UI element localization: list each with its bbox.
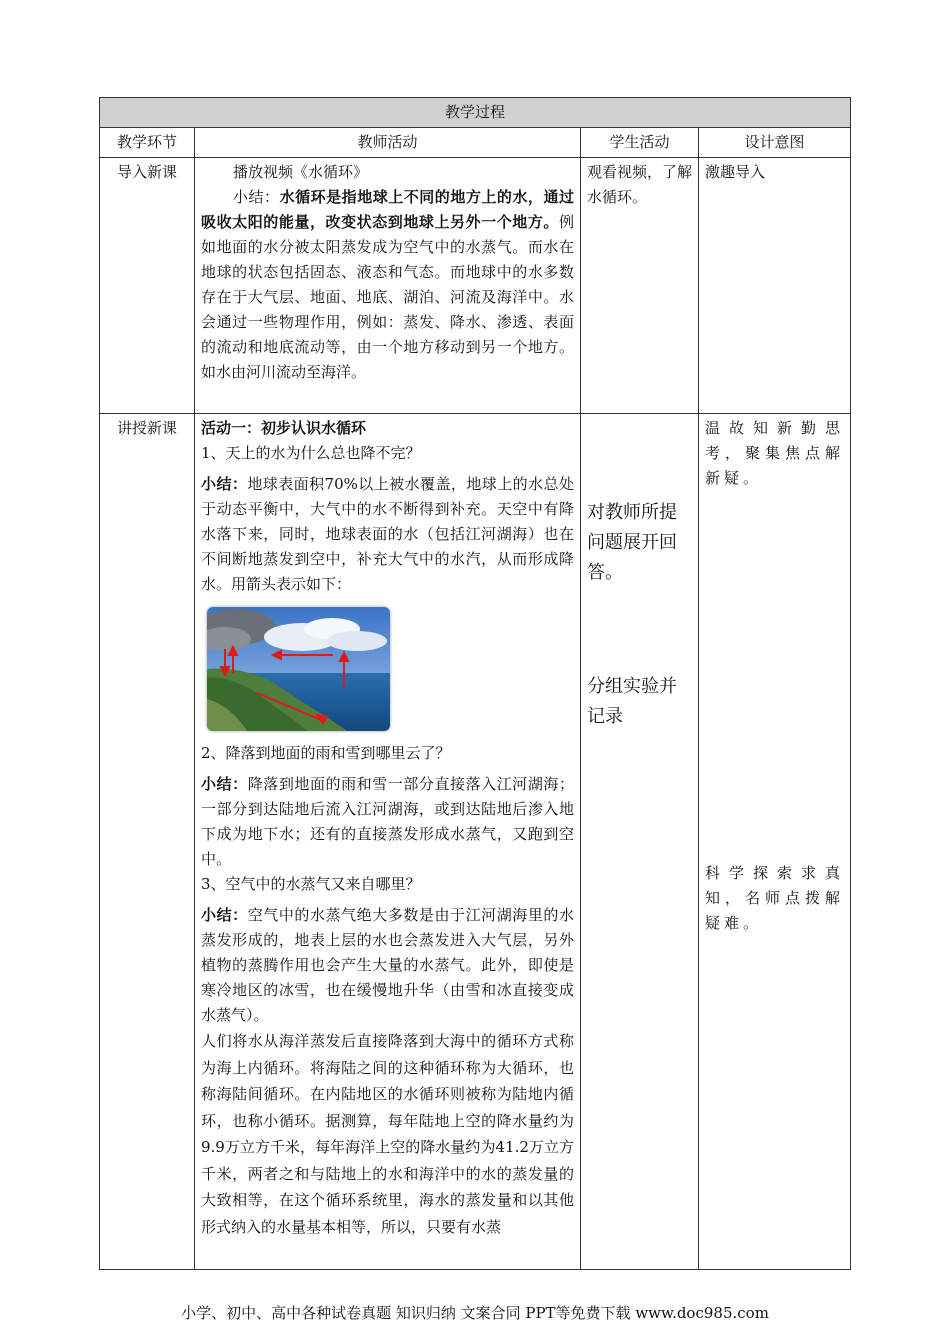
table-row bbox=[100, 158, 851, 414]
summary-label: 小结： bbox=[233, 188, 280, 206]
design-intent-2: 科学探索求真知，名师点拨解疑难。 bbox=[705, 864, 845, 932]
table-row bbox=[100, 414, 851, 1270]
stage-cell: 讲授新课 bbox=[100, 414, 195, 1270]
summary-paragraph bbox=[201, 185, 574, 385]
summary-1 bbox=[201, 472, 574, 597]
header-teacher: 教师活动 bbox=[195, 128, 581, 158]
question-1: 1、天上的水为什么总也降不完？ bbox=[201, 444, 421, 462]
summary-text: 例如地面的水分被太阳蒸发成为空气中的水蒸气。而水在地球的状态包括固态、液态和气态。而地球中的水多数存在于大气层、地面、地底、湖泊、河流及海洋中。水会通过一些物理作用，例如：蒸发、降水、渗透、表面的流动和地底流动等，由一个地方移动到另一个地方。如水由河川流动至海洋。 bbox=[201, 213, 574, 381]
table-title: 教学过程 bbox=[100, 98, 851, 128]
design-intent-1: 温故知新勤思考，聚集焦点解新疑。 bbox=[705, 419, 845, 487]
summary-label: 小结： bbox=[201, 906, 248, 924]
summary-label: 小结： bbox=[201, 475, 248, 493]
summary-3 bbox=[201, 903, 574, 1028]
student-activity-cell: 观看视频，了解水循环。 bbox=[581, 158, 699, 414]
summary-text: 地球表面积70%以上被水覆盖，地球上的水总处于动态平衡中，大气中的水不断得到补充。天空中有降水落下来，同时，地球表面的水（包括江河湖海）也在不间断地蒸发到空中，补充大气中的水汽，从而形成降水。用箭头表示如下： bbox=[201, 475, 574, 593]
intro-text: 播放视频《水循环》 bbox=[233, 163, 369, 181]
stage-cell: 导入新课 bbox=[100, 158, 195, 414]
header-stage: 教学环节 bbox=[100, 128, 195, 158]
footer-text: 小学、初中、高中各种试卷真题 知识归纳 文案合同 PPT等免费下载 www.doc985.com bbox=[181, 1304, 769, 1322]
header-student: 学生活动 bbox=[581, 128, 699, 158]
summary-bold: 水循环是指地球上不同的地方上的水，通过吸收太阳的能量，改变状态到地球上另外一个地方。 bbox=[201, 188, 574, 231]
water-cycle-image bbox=[207, 607, 390, 731]
summary-label: 小结： bbox=[201, 775, 248, 793]
question-2: 2、降落到地面的雨和雪到哪里云了？ bbox=[201, 744, 451, 762]
teacher-activity-cell bbox=[195, 158, 581, 414]
summary-2 bbox=[201, 772, 574, 872]
lesson-process-table bbox=[99, 97, 851, 1270]
header-design: 设计意图 bbox=[699, 128, 851, 158]
teacher-activity-cell bbox=[195, 414, 581, 1270]
student-activity-cell bbox=[581, 414, 699, 1270]
activity-title: 活动一：初步认识水循环 bbox=[201, 419, 367, 437]
student-experiment: 分组实验并记录 bbox=[587, 676, 677, 727]
question-3: 3、空气中的水蒸气又来自哪里？ bbox=[201, 875, 421, 893]
summary-text: 降落到地面的雨和雪一部分直接落入江河湖海；一部分到达陆地后流入江河湖海，或到达陆地后渗入地下成为地下水；还有的直接蒸发形成水蒸气，又跑到空中。 bbox=[201, 775, 574, 868]
summary-text: 空气中的水蒸气绝大多数是由于江河湖海里的水蒸发形成的，地表上层的水也会蒸发进入大气层，另外植物的蒸腾作用也会产生大量的水蒸气。此外，即使是寒冷地区的冰雪，也在缓慢地升华（由雪和冰直接变成水蒸气）。 bbox=[201, 906, 574, 1024]
student-response: 对教师所提问题展开回答。 bbox=[587, 502, 677, 583]
design-intent-cell bbox=[699, 414, 851, 1270]
closing-paragraph: 人们将水从海洋蒸发后直接降落到大海中的循环方式称为海上内循环。将海陆之间的这种循环称为大循环，也称海陆间循环。在内陆地区的水循环则被称为陆地内循环，也称小循环。据测算，每年陆地上空的降水量约为9.9万立方千米，每年海洋上空的降水量约为41.2万立方千米，两者之和与陆地上的水和海洋中的水的蒸发量的大致相等，在这个循环系统里，海水的蒸发量和以其他形式纳入的水量基本相等，所以，只要有水蒸 bbox=[201, 1032, 574, 1236]
design-intent-cell: 激趣导入 bbox=[699, 158, 851, 414]
